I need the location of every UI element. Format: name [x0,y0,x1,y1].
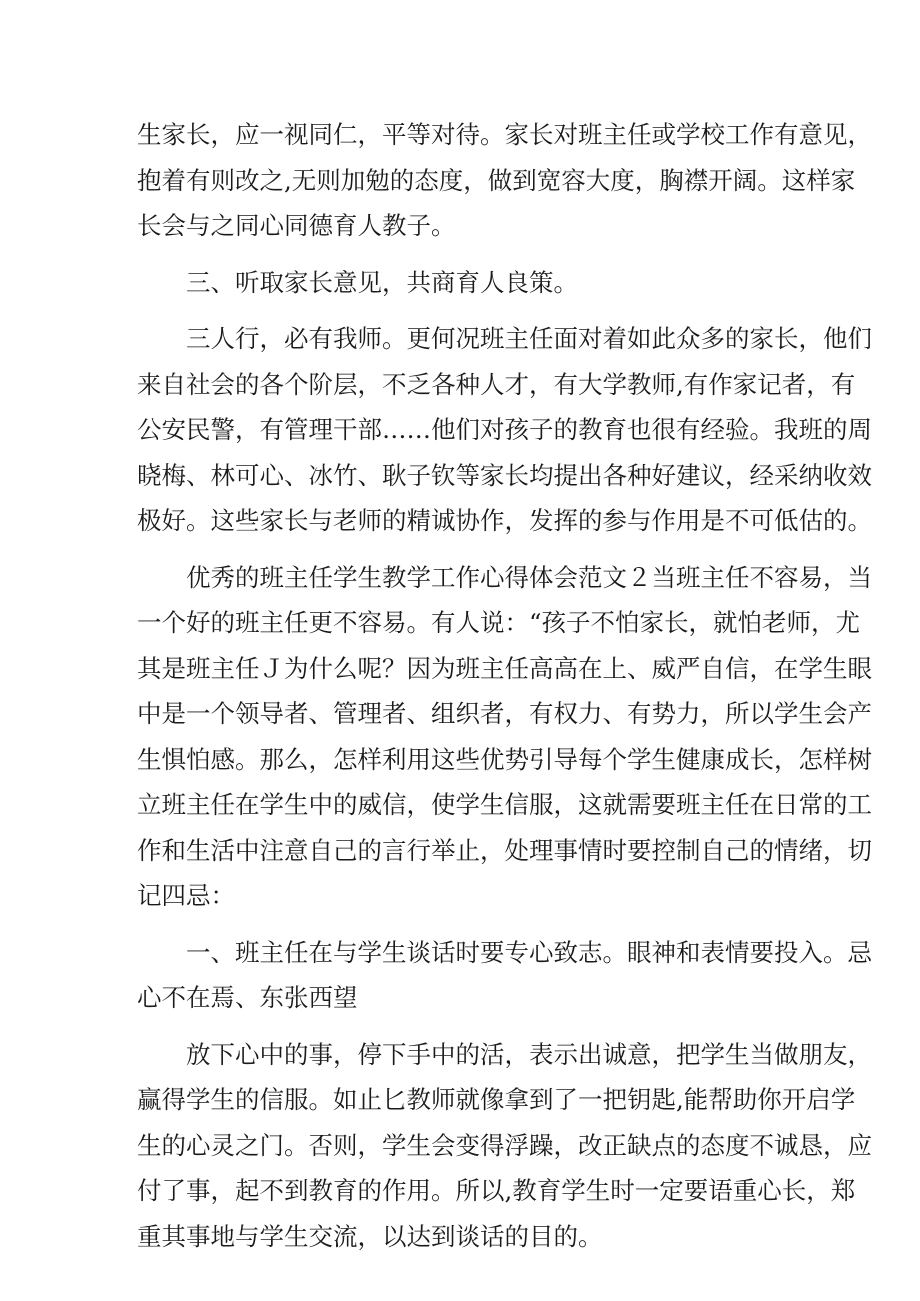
text-line: 公安民警，有管理干部……他们对孩子的教育也很有经验。我班的周 [137,415,872,444]
text-line: 立班主任在学生中的威信，使学生信服，这就需要班主任在日常的工 [137,790,872,819]
paragraph-spacing [137,249,805,260]
text-line: 三人行，必有我师。更何况班主任面对着如此众多的家长，他们 [137,324,872,353]
text-line: 放下心中的事，停下手中的活，表示出诚意，把学生当做朋友， [137,1039,872,1069]
text-line: 极好。这些家长与老师的精诚协作，发挥的参与作用是不可低估的。 [137,506,872,535]
text-line: 付了事，起不到教育的作用。所以,教育学生时一定要语重心长，郑 [137,1176,856,1205]
paragraph [137,112,872,249]
paragraph-spacing [137,544,805,555]
text-line: 心不在焉、东张西望 [137,983,358,1012]
text-line: 重其事地与学生交流，以达到谈话的目的。 [137,1221,603,1251]
paragraph [137,555,872,919]
text-line: 长会与之同心同德育人教子。 [137,211,456,240]
text-line: 生家长，应一视同仁，平等对待。家长对班主任或学校工作有意见， [137,120,872,149]
text-line: 生惧怕感。那么，怎样利用这些优势引导每个学生健康成长，怎样树 [137,744,872,774]
text-line: 其是班主任Ｊ为什么呢？因为班主任高高在上、威严自信，在学生眼 [137,653,872,683]
section-heading [137,260,805,306]
paragraph [137,1032,872,1260]
text-line: 记四忌： [137,881,235,910]
paragraph [137,316,872,544]
text-line: 三、听取家长意见，共商育人良策。 [137,267,578,297]
text-line: 来自社会的各个阶层，不乏各种人才，有大学教师,有作家记者，有 [137,369,856,399]
text-line: 生的心灵之门。否则，学生会变得浮躁，改正缺点的态度不诚恳，应 [137,1130,872,1160]
document-body [137,112,872,1259]
text-line: 晓梅、林可心、冰竹、耿子钦等家长均提出各种好建议，经采纳收效 [137,460,872,490]
text-line: 中是一个领导者、管理者、组织者，有权力、有势力，所以学生会产 [137,699,872,728]
text-line: 优秀的班主任学生教学工作心得体会范文２当班主任不容易，当 [137,562,872,592]
text-line: 抱着有则改之,无则加勉的态度，做到宽容大度，胸襟开阔。这样家 [137,165,856,195]
text-line: 赢得学生的信服。如止匕教师就像拿到了一把钥匙,能帮助你开启学 [137,1085,856,1114]
paragraph-spacing [137,305,805,316]
paragraph-spacing [137,919,805,930]
paragraph-spacing [137,1021,805,1032]
paragraph [137,930,872,1021]
text-line: 一个好的班主任更不容易。有人说：“孩子不怕家长，就怕老师，尤 [137,608,861,637]
text-line: 作和生活中注意自己的言行举止，处理事情时要控制自己的情绪，切 [137,835,872,865]
text-line: 一、班主任在与学生谈话时要专心致志。眼神和表情要投入。忌 [137,937,872,967]
